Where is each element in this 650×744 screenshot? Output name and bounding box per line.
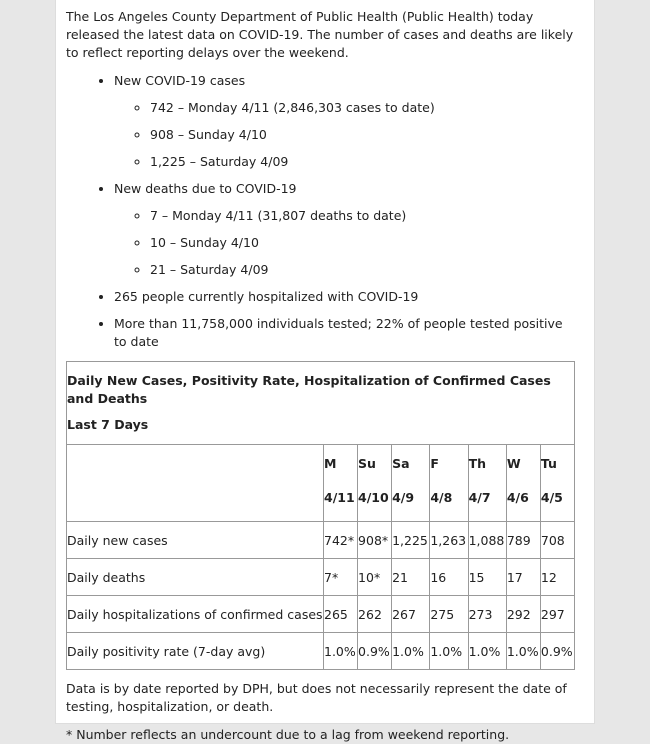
table-cell: 265: [324, 596, 358, 633]
table-cell: 1.0%: [430, 633, 468, 670]
header-date: 4/5: [540, 490, 563, 505]
header-date: 4/6: [506, 490, 529, 505]
header-date: 4/10: [358, 490, 389, 505]
header-cell: [506, 445, 540, 522]
table-cell: 1,263: [430, 522, 468, 559]
table-cell: 0.9%: [540, 633, 574, 670]
cases-sublist: [114, 99, 578, 171]
table-cell: 908*: [358, 522, 392, 559]
header-cell: [540, 445, 574, 522]
table-cell: 16: [430, 559, 468, 596]
cases-label: New COVID-19 cases: [114, 73, 246, 88]
deaths-label: New deaths due to COVID-19: [114, 181, 297, 196]
deaths-item: ◦ 21 – Saturday 4/09: [150, 261, 578, 279]
cases-item: ◦ 1,225 – Saturday 4/09: [150, 153, 578, 171]
table-row: [67, 633, 575, 670]
hospitalized-bullet: • 265 people currently hospitalized with COVID-19: [114, 288, 578, 306]
table-row: [67, 559, 575, 596]
daily-stats-table: [66, 361, 575, 670]
deaths-item: ◦ 10 – Sunday 4/10: [150, 234, 578, 252]
table-header-row: [67, 445, 575, 522]
table-row: [67, 596, 575, 633]
table-cell: 1.0%: [324, 633, 358, 670]
header-date: 4/7: [468, 490, 491, 505]
deaths-bullet: [114, 180, 578, 279]
table-cell: 267: [392, 596, 430, 633]
table-cell: 297: [540, 596, 574, 633]
table-cell: 742*: [324, 522, 358, 559]
table-cell: 292: [506, 596, 540, 633]
header-day: Sa: [392, 456, 410, 471]
cases-item: ◦ 742 – Monday 4/11 (2,846,303 cases to date): [150, 99, 578, 117]
table-cell: 708: [540, 522, 574, 559]
row-label: Daily hospitalizations of confirmed cases: [67, 596, 324, 633]
table-cell: 1,088: [468, 522, 506, 559]
footnote: Data is by date reported by DPH, but does not necessarily represent the date of testing, hospitalization, or death.: [66, 681, 567, 714]
header-day: Tu: [540, 456, 557, 471]
table-subtitle: Last 7 Days: [67, 417, 149, 432]
intro-paragraph: The Los Angeles County Department of Public Health (Public Health) today released the latest data on COVID-19. The number of cases and deaths are likely to reflect reporting delays over the weekend.: [66, 9, 574, 60]
table-cell: 17: [506, 559, 540, 596]
header-cell: [468, 445, 506, 522]
table-cell: 0.9%: [358, 633, 392, 670]
table-cell: 262: [358, 596, 392, 633]
table-cell: 7*: [324, 559, 358, 596]
cases-bullet: [114, 72, 578, 171]
row-label: Daily new cases: [67, 522, 324, 559]
header-day: M: [324, 456, 337, 471]
header-cell: [358, 445, 392, 522]
header-date: 4/9: [392, 490, 415, 505]
cases-item: ◦ 908 – Sunday 4/10: [150, 126, 578, 144]
table-title: Daily New Cases, Positivity Rate, Hospitalization of Confirmed Cases and Deaths: [67, 373, 551, 406]
header-cell: [430, 445, 468, 522]
table-cell: 21: [392, 559, 430, 596]
table-cell: 273: [468, 596, 506, 633]
header-date: 4/11: [324, 490, 355, 505]
table-title-row: [67, 362, 575, 445]
table-title-cell: [67, 362, 575, 445]
table-cell: 1,225: [392, 522, 430, 559]
deaths-item: ◦ 7 – Monday 4/11 (31,807 deaths to date): [150, 207, 578, 225]
header-date: 4/8: [430, 490, 453, 505]
table-cell: 1.0%: [506, 633, 540, 670]
table-cell: 789: [506, 522, 540, 559]
header-cell: [324, 445, 358, 522]
summary-list: [66, 72, 578, 351]
deaths-sublist: [114, 207, 578, 279]
table-cell: 1.0%: [468, 633, 506, 670]
table-cell: 275: [430, 596, 468, 633]
header-day: Su: [358, 456, 376, 471]
header-cell: [392, 445, 430, 522]
document-content: [66, 8, 578, 744]
header-day: Th: [468, 456, 487, 471]
table-cell: 10*: [358, 559, 392, 596]
header-day: F: [430, 456, 439, 471]
header-empty-cell: [67, 445, 324, 522]
table-cell: 1.0%: [392, 633, 430, 670]
row-label: Daily deaths: [67, 559, 324, 596]
asterisk-note: * Number reflects an undercount due to a lag from weekend reporting.: [66, 727, 510, 742]
row-label: Daily positivity rate (7-day avg): [67, 633, 324, 670]
tested-bullet: • More than 11,758,000 individuals tested; 22% of people tested positive to date: [114, 315, 578, 351]
table-cell: 15: [468, 559, 506, 596]
header-day: W: [506, 456, 521, 471]
table-row: [67, 522, 575, 559]
table-cell: 12: [540, 559, 574, 596]
document-page: [56, 0, 594, 742]
